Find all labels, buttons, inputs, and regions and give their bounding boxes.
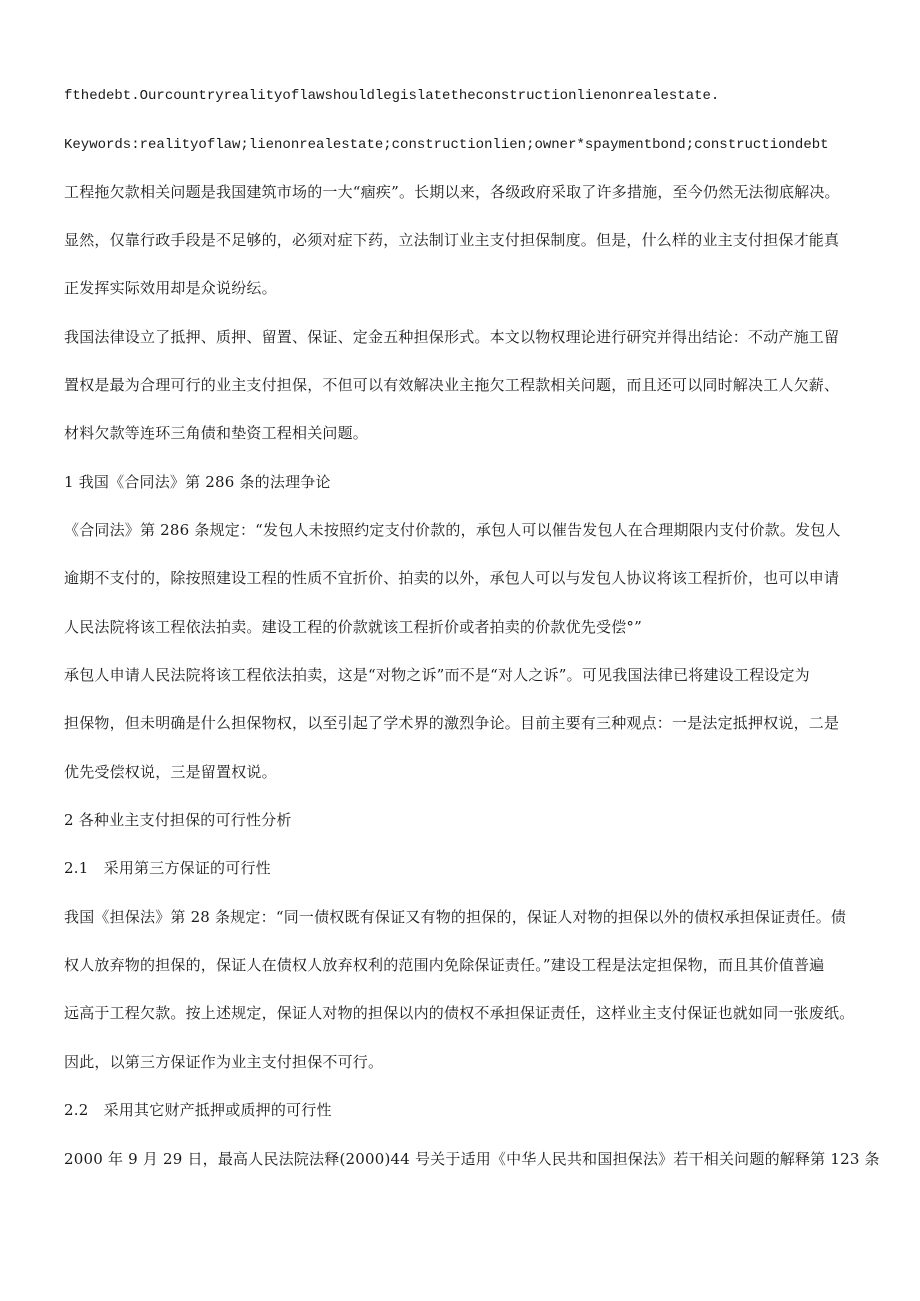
paragraph-line: 我国法律设立了抵押、质押、留置、保证、定金五种担保形式。本文以物权理论进行研究并得出结论：不动产施工留	[64, 328, 840, 346]
paragraph-line: 远高于工程欠款。按上述规定，保证人对物的担保以内的债权不承担保证责任，这样业主支付保证也就如同一张废纸。	[64, 1004, 855, 1022]
paragraph-line: 正发挥实际效用却是众说纷纭。	[64, 279, 277, 297]
paragraph-line: 优先受偿权说，三是留置权说。	[64, 763, 277, 781]
paragraph-line: 担保物，但未明确是什么担保物权，以至引起了学术界的激烈争论。目前主要有三种观点：一是法定抵押权说，二是	[64, 714, 840, 732]
paragraph-line: 置权是最为合理可行的业主支付担保，不但可以有效解决业主拖欠工程款相关问题，而且还可以同时解决工人欠薪、	[64, 376, 840, 394]
paragraph-line: 《合同法》第 286 条规定：“发包人未按照约定支付价款的，承包人可以催告发包人在合理期限内支付价款。发包人	[64, 521, 841, 539]
paragraph-line: 显然，仅靠行政手段是不足够的，必须对症下药，立法制订业主支付担保制度。但是，什么样的业主支付担保才能真	[64, 231, 840, 249]
paragraph-line: 2000 年 9 月 29 日，最高人民法院法释(2000)44 号关于适用《中华人民共和国担保法》若干相关问题的解释第 123 条	[64, 1150, 880, 1168]
subsection-heading: 2.1 采用第三方保证的可行性	[64, 859, 271, 877]
paragraph-line: 人民法院将该工程依法拍卖。建设工程的价款就该工程折价或者拍卖的价款优先受偿°”	[64, 618, 642, 636]
paragraph-line: 权人放弃物的担保的，保证人在债权人放弃权利的范围内免除保证责任。”建设工程是法定担保物，而且其价值普遍	[64, 956, 825, 974]
paragraph-line: 逾期不支付的，除按照建设工程的性质不宜折价、拍卖的以外，承包人可以与发包人协议将该工程折价，也可以申请	[64, 569, 840, 587]
paragraph-line: 因此，以第三方保证作为业主支付担保不可行。	[64, 1053, 384, 1071]
paragraph-line: 我国《担保法》第 28 条规定：“同一债权既有保证又有物的担保的，保证人对物的担保以外的债权承担保证责任。债	[64, 908, 847, 926]
section-heading: 1 我国《合同法》第 286 条的法理争论	[64, 473, 331, 491]
paragraph-line: 材料欠款等连环三角债和垫资工程相关问题。	[64, 424, 369, 442]
subsection-heading: 2.2 采用其它财产抵押或质押的可行性	[64, 1101, 332, 1119]
section-heading: 2 各种业主支付担保的可行性分析	[64, 811, 292, 829]
paragraph-line: 工程拖欠款相关问题是我国建筑市场的一大“痼疾”。长期以来，各级政府采取了许多措施，至今仍然无法彻底解决。	[64, 183, 840, 201]
abstract-line: fthedebt.Ourcountryrealityoflawshouldlegislatetheconstructionlienonrealestate.	[64, 88, 720, 104]
paragraph-line: 承包人申请人民法院将该工程依法拍卖，这是“对物之诉”而不是“对人之诉”。可见我国法律已将建设工程设定为	[64, 666, 810, 684]
keywords-line: Keywords:realityoflaw;lienonrealestate;constructionlien;owner*spaymentbond;constructiondebt	[64, 137, 829, 153]
